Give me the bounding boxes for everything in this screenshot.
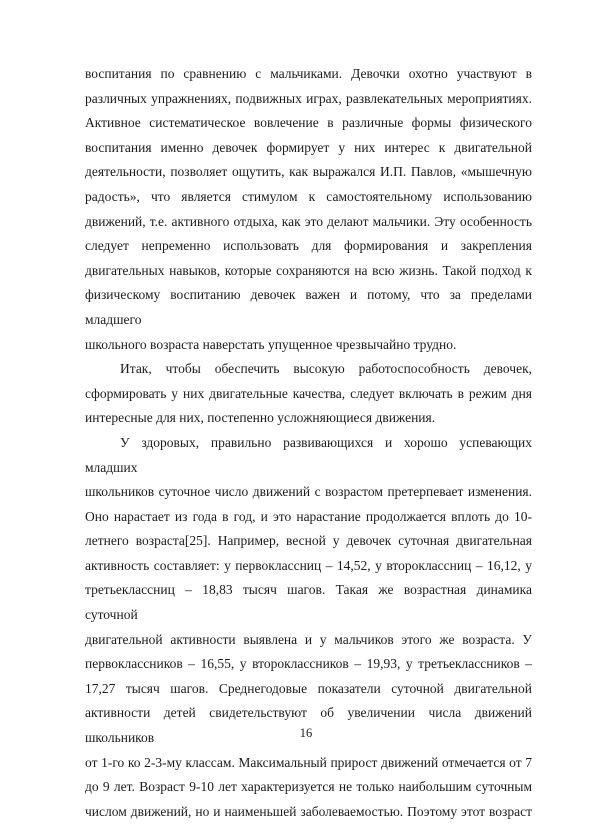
- text-line: физическому воспитанию девочек важен и потому, что за пределами младшего: [85, 287, 532, 327]
- text-line: интересные для них, постепенно усложняющиеся движения.: [85, 410, 436, 426]
- text-line: первоклассников – 16,55, у второклассников – 19,93, у третьеклассников –: [85, 656, 532, 672]
- paragraph-3: [85, 431, 532, 824]
- text-line: Итак, чтобы обеспечить высокую работоспособность девочек,: [120, 361, 532, 377]
- text-line: различных упражнениях, подвижных играх, развлекательных мероприятиях.: [85, 90, 532, 106]
- text-line: двигательной активности выявлена и у мальчиков этого же возраста. У: [85, 631, 532, 647]
- text-line: школьного возраста наверстать упущенное чрезвычайно трудно.: [85, 336, 457, 352]
- text-line: активности детей свидетельствуют об увеличении числа движений школьников: [85, 705, 532, 746]
- text-line: до 9 лет. Возраст 9-10 лет характеризуется не только наибольшим суточным: [85, 779, 532, 795]
- text-line: Оно нарастает из года в год, и это нарастание продолжается вплоть до 10-: [85, 508, 532, 524]
- page-number: 16: [299, 726, 313, 740]
- text-line: летнего возраста[25]. Например, весной у девочек суточная двигательная: [85, 533, 532, 549]
- paragraph-1: [85, 62, 532, 357]
- text-line: сформировать у них двигательные качества, следует включать в режим дня: [85, 385, 532, 401]
- text-line: движений, т.е. активного отдыха, как это делают мальчики. Эту особенность: [85, 213, 532, 229]
- text-line: 17,27 тысяч шагов. Среднегодовые показатели суточной двигательной: [85, 680, 532, 696]
- text-block: [85, 62, 532, 824]
- text-line: от 1-го ко 2-3-му классам. Максимальный прирост движений отмечается от 7: [85, 754, 532, 770]
- text-line: Активное систематическое вовлечение в различные формы физического: [85, 115, 532, 131]
- text-line: У здоровых, правильно развивающихся и хорошо успевающих младших: [85, 434, 532, 475]
- text-line: воспитания именно девочек формирует у них интерес к двигательной: [85, 139, 532, 155]
- text-line: воспитания по сравнению с мальчиками. Девочки охотно участвуют в: [85, 66, 532, 81]
- paragraph-2: [85, 357, 532, 431]
- text-line: третьеклассниц – 18,83 тысяч шагов. Такая же возрастная динамика суточной: [85, 582, 532, 623]
- text-line: школьников суточное число движений с возрастом претерпевает изменения.: [85, 484, 532, 500]
- text-line: числом движений, но и наименьшей заболеваемостью. Поэтому этот возраст: [85, 803, 532, 819]
- text-line: радость», что является стимулом к самостоятельному использованию: [85, 188, 532, 204]
- text-line: двигательных навыков, которые сохраняются на всю жизнь. Такой подход к: [85, 262, 532, 278]
- text-line: следует непременно использовать для формирования и закрепления: [85, 238, 532, 254]
- text-line: деятельности, позволяет ощутить, как выражался И.П. Павлов, «мышечную: [85, 164, 532, 180]
- text-line: активность составляет: у первоклассниц – 14,52, у второклассниц – 16,12, у: [85, 557, 532, 573]
